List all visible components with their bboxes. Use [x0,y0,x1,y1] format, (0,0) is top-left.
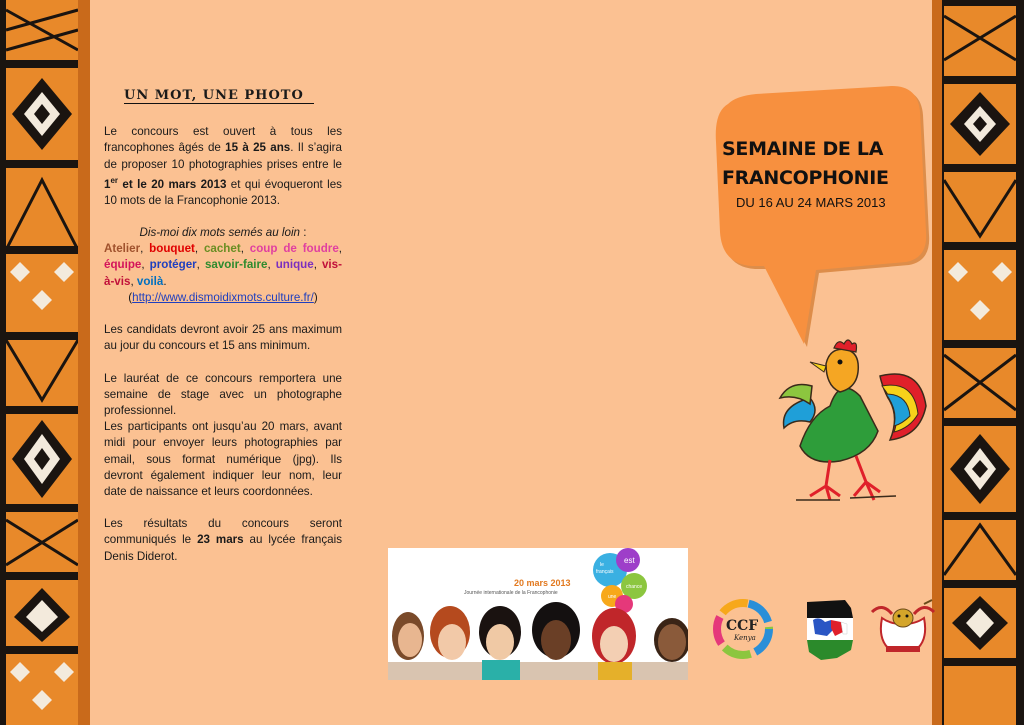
word-separator: , [267,258,276,272]
word-separator: , [141,258,150,272]
bubble-word-est: est [624,556,635,565]
kenya-france-map-icon [801,598,857,662]
paragraph-results [104,516,342,565]
african-pattern-left [0,0,90,725]
word-item: équipe [104,258,142,272]
heading-text: UN MOT, UNE PHOTO [124,88,314,104]
paragraph-age-limits: Les candidats devront avoir 25 ans maximum au jour du concours et 15 ans minimum. [104,323,342,353]
photo-subtitle: Journée internationale de la Francophonie [464,590,558,596]
age-range: 15 à 25 ans [225,141,291,155]
bubble-word-francais: français [596,569,614,575]
p5-text-c: au lycée français Denis Diderot. [104,533,342,563]
ccf-sub: Kenya [734,634,756,642]
coat-of-arms-icon [868,598,938,658]
results-date: 23 mars [197,533,244,547]
word-item: voilà [136,274,164,288]
left-decorative-border [0,0,90,725]
word-item: vis-à-vis [104,258,342,288]
francophonie-day-photo [388,548,688,680]
bubble-dates: DU 16 AU 24 MARS 2013 [736,195,886,210]
start-date [104,175,227,191]
ccf-kenya-logo [710,598,776,660]
faces-illustration [388,548,688,680]
word-item: unique [275,258,314,272]
word-separator: , [194,242,204,256]
ten-words-list [104,241,342,290]
end-date: et le 20 mars 2013 [118,177,227,191]
contest-text-column [104,88,342,565]
start-date-sup: er [110,175,119,185]
p5-text-a: Les résultats du concours seront communiqués le [104,517,342,547]
word-separator: , [240,242,250,256]
word-item: Atelier [104,242,141,256]
dix-mots-intro [104,225,342,241]
paragraph-prize: Le lauréat de ce concours remportera une semaine de stage avec un photographe professionnel. [104,371,342,417]
dix-mots-intro-text: Dis-moi dix mots semés au loin [139,226,300,240]
bubble-word-une: une [608,594,617,600]
p1-text-a: Le concours est ouvert à tous les francophones âgés de [104,125,342,155]
p1-text-c: . Il s’agira de proposer 10 photographies prises entre le [104,141,342,171]
dix-mots-colon: : [299,226,307,240]
speech-bubble [706,82,930,352]
word-separator: , [140,242,150,256]
ccf-text: CCF [726,618,759,634]
word-separator: , [130,274,137,288]
p1-text-f: et qui évoqueront les 10 mots de la Francophonie 2013. [104,177,342,207]
bubble-word-le: le [600,562,604,568]
url-line: (http://www.dismoidixmots.culture.fr/) [128,290,318,304]
word-item: savoir-faire [204,258,268,272]
dismoidixmots-link[interactable]: http://www.dismoidixmots.culture.fr/ [132,290,314,304]
word-item: protéger [149,258,197,272]
right-decorative-border [932,0,1024,725]
paragraph-submission: Les participants ont jusqu’au 20 mars, avant midi pour envoyer leurs photographies par email, sous format numérique (jpg). Ils devront également indiquer leur nom, leur date de naissance et leurs coordonnées. [104,420,342,498]
word-separator: , [313,258,322,272]
word-item: coup de foudre [249,242,339,256]
bubble-title-line2: FRANCOPHONIE [722,167,889,189]
african-pattern-right [932,0,1024,725]
bubble-title-line1: SEMAINE DE LA [722,138,884,160]
word-item: cachet [203,242,241,256]
start-date-day: 1 [104,177,111,191]
word-item: bouquet [149,242,195,256]
section-heading [104,88,342,104]
paragraph-eligibility [104,124,342,209]
photo-title: 20 mars 2013 [514,578,571,588]
rooster-illustration-icon [770,336,930,506]
bubble-word-chance: chance [626,584,643,590]
word-separator: , [196,258,205,272]
word-separator: . [163,274,167,288]
word-separator: , [338,242,342,256]
